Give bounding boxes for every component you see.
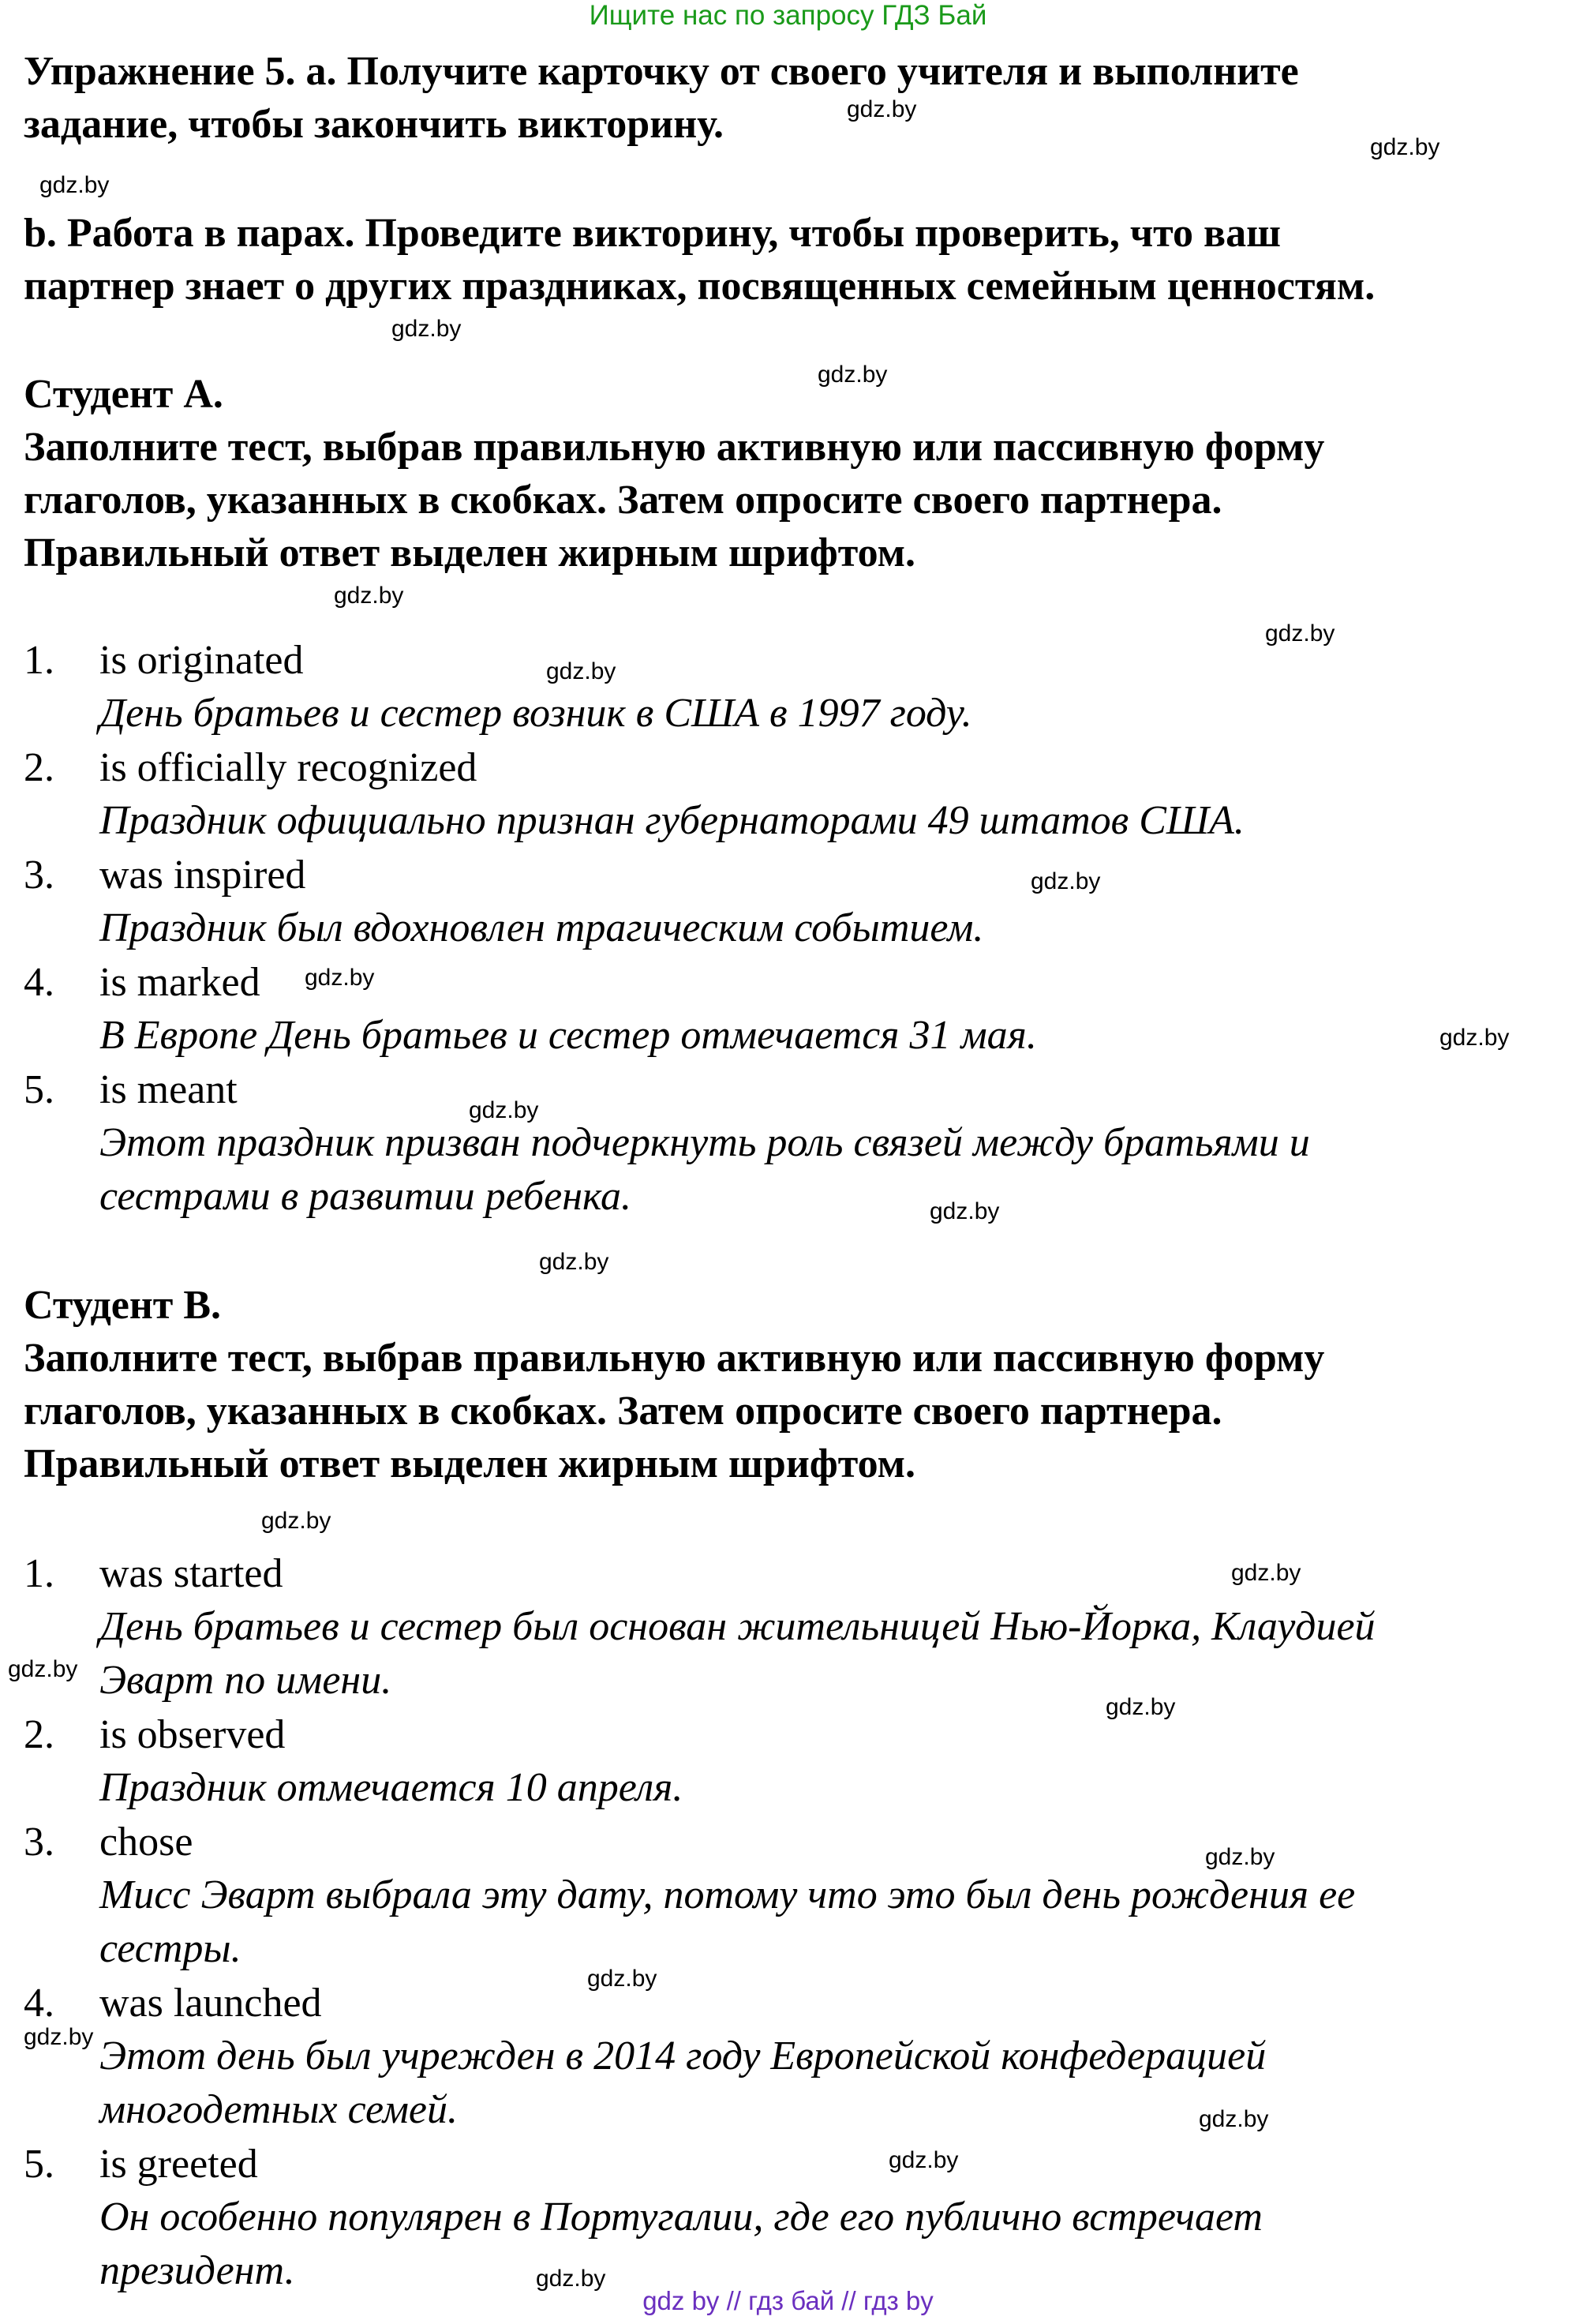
- watermark: gdz.by: [1031, 868, 1101, 894]
- watermark: gdz.by: [8, 1656, 78, 1682]
- watermark: gdz.by: [469, 1097, 539, 1123]
- student-a-instruction-line-2: глаголов, указанных в скобках. Затем опросите своего партнера.: [24, 478, 1222, 523]
- watermark: gdz.by: [305, 965, 375, 991]
- watermark: gdz.by: [847, 96, 917, 122]
- student-b-item-1-translation-line-2: Эварт по имени.: [99, 1658, 392, 1703]
- student-b-item-1-translation-line-1: День братьев и сестер был основан жительницей Нью-Йорка, Клаудией: [99, 1604, 1376, 1649]
- student-a-item-1-translation: День братьев и сестер возник в США в 1997 году.: [99, 691, 972, 736]
- student-b-item-4-translation-line-1: Этот день был учрежден в 2014 году Европейской конфедерацией: [99, 2034, 1267, 2078]
- exercise-b-line-2: партнер знает о других праздниках, посвященных семейным ценностям.: [24, 264, 1376, 309]
- watermark: gdz.by: [536, 2266, 606, 2292]
- watermark: gdz.by: [1205, 1844, 1275, 1870]
- student-b-item-1-answer: was started: [99, 1551, 283, 1596]
- exercise-title-line-1: Упражнение 5. a. Получите карточку от своего учителя и выполните: [24, 49, 1299, 94]
- watermark: gdz.by: [1231, 1560, 1301, 1586]
- student-a-item-1-answer: is originated: [99, 638, 304, 683]
- top-banner[interactable]: Ищите нас по запросу ГДЗ Бай: [589, 0, 987, 31]
- student-b-instruction-line-1: Заполните тест, выбрав правильную активную или пассивную форму: [24, 1336, 1325, 1381]
- student-b-item-5-number: 5.: [24, 2142, 54, 2187]
- student-b-item-3-answer: chose: [99, 1820, 193, 1865]
- exercise-b-line-1: b. Работа в парах. Проведите викторину, чтобы проверить, что ваш: [24, 211, 1282, 256]
- student-a-item-3-answer: was inspired: [99, 853, 306, 898]
- student-a-item-4-translation: В Европе День братьев и сестер отмечается 31 мая.: [99, 1013, 1037, 1058]
- exercise-title-line-2: задание, чтобы закончить викторину.: [24, 102, 724, 147]
- student-a-instruction-line-3: Правильный ответ выделен жирным шрифтом.: [24, 530, 916, 575]
- watermark: gdz.by: [1439, 1025, 1510, 1051]
- student-a-item-4-number: 4.: [24, 960, 54, 1005]
- watermark: gdz.by: [539, 1249, 609, 1275]
- footer-links[interactable]: gdz by // гдз бай // гдз by: [642, 2286, 934, 2315]
- student-a-item-4-answer: is marked: [99, 960, 260, 1005]
- student-b-item-5-translation-line-1: Он особенно популярен в Португалии, где его публично встречает: [99, 2195, 1263, 2240]
- student-a-item-3-number: 3.: [24, 853, 54, 898]
- student-a-title: Студент А.: [24, 372, 223, 417]
- student-b-instruction-line-2: глаголов, указанных в скобках. Затем опросите своего партнера.: [24, 1389, 1222, 1434]
- student-b-item-5-translation-line-2: президент.: [99, 2248, 295, 2293]
- student-b-instruction-line-3: Правильный ответ выделен жирным шрифтом.: [24, 1441, 916, 1486]
- student-b-item-2-translation: Праздник отмечается 10 апреля.: [99, 1765, 683, 1810]
- student-a-item-2-number: 2.: [24, 745, 54, 790]
- watermark: gdz.by: [261, 1508, 331, 1534]
- watermark: gdz.by: [39, 172, 110, 198]
- student-a-item-5-translation-line-1: Этот праздник призван подчеркнуть роль связей между братьями и: [99, 1120, 1310, 1165]
- watermark: gdz.by: [1106, 1694, 1176, 1720]
- watermark: gdz.by: [587, 1966, 657, 1992]
- student-a-item-5-answer: is meant: [99, 1067, 238, 1112]
- student-a-item-2-answer: is officially recognized: [99, 745, 477, 790]
- watermark: gdz.by: [818, 362, 888, 388]
- watermark: gdz.by: [24, 2024, 94, 2050]
- watermark: gdz.by: [889, 2147, 959, 2173]
- watermark: gdz.by: [334, 583, 404, 609]
- student-b-item-1-number: 1.: [24, 1551, 54, 1596]
- student-b-item-4-answer: was launched: [99, 1981, 322, 2026]
- student-a-item-5-number: 5.: [24, 1067, 54, 1112]
- student-b-item-2-answer: is observed: [99, 1712, 286, 1757]
- watermark: gdz.by: [1199, 2106, 1269, 2132]
- student-b-item-3-translation-line-2: сестры.: [99, 1926, 241, 1971]
- student-b-item-3-translation-line-1: Мисс Эварт выбрала эту дату, потому что это был день рождения ее: [99, 1872, 1356, 1917]
- watermark: gdz.by: [930, 1198, 1000, 1224]
- student-b-title: Студент В.: [24, 1283, 222, 1328]
- student-b-item-3-number: 3.: [24, 1820, 54, 1865]
- student-b-item-5-answer: is greeted: [99, 2142, 258, 2187]
- watermark: gdz.by: [1370, 134, 1440, 160]
- student-b-item-4-number: 4.: [24, 1981, 54, 2026]
- student-a-item-2-translation: Праздник официально признан губернаторами 49 штатов США.: [99, 798, 1245, 843]
- student-a-item-3-translation: Праздник был вдохновлен трагическим событием.: [99, 905, 984, 950]
- student-a-item-1-number: 1.: [24, 638, 54, 683]
- student-b-item-4-translation-line-2: многодетных семей.: [99, 2087, 459, 2132]
- watermark: gdz.by: [1265, 620, 1335, 647]
- watermark: gdz.by: [546, 658, 616, 684]
- student-a-instruction-line-1: Заполните тест, выбрав правильную активную или пассивную форму: [24, 425, 1325, 470]
- student-b-item-2-number: 2.: [24, 1712, 54, 1757]
- watermark: gdz.by: [391, 316, 462, 342]
- student-a-item-5-translation-line-2: сестрами в развитии ребенка.: [99, 1174, 632, 1219]
